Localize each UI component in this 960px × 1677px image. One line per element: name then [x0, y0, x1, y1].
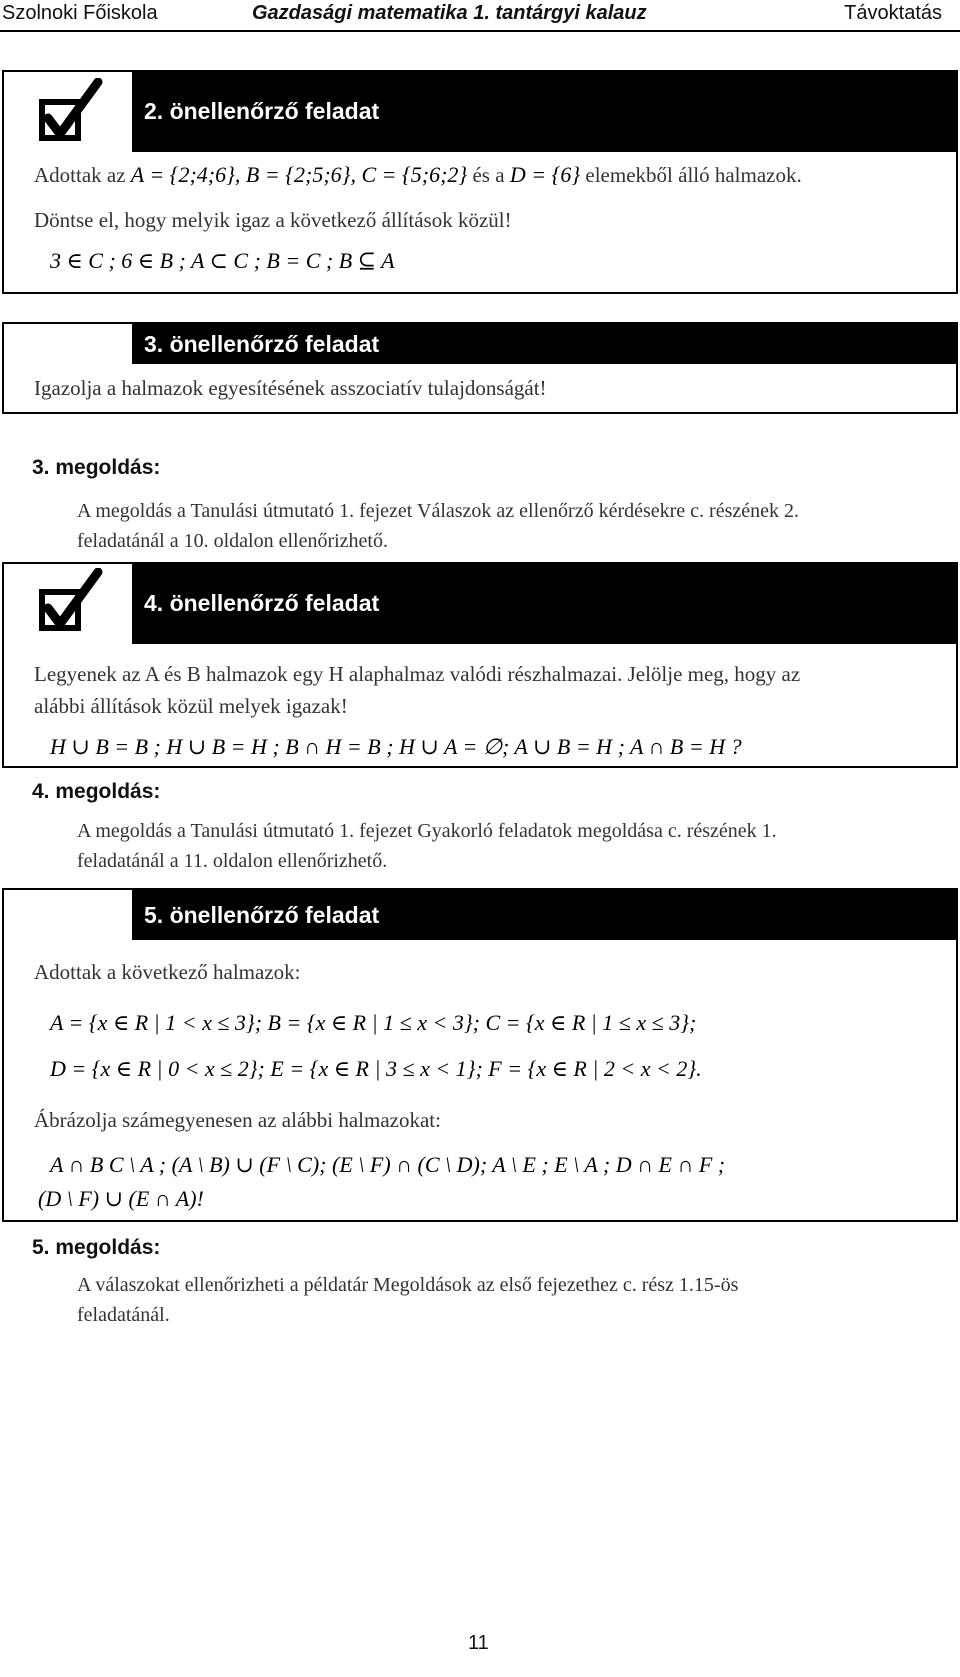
task5-sets-def: D = {x ∈ R | 0 < x ≤ 2}; E = {x ∈ R | 3 ≤ x < 1}; F = {x ∈ R | 2 < x < 2}. — [50, 1056, 702, 1081]
task2-title: 2. önellenőrző feladat — [144, 98, 380, 124]
task4-icon-cell — [4, 564, 132, 644]
task2-sets-abc: A = {2;4;6}, B = {2;5;6}, C = {5;6;2} — [130, 162, 468, 187]
task5-solution-line1: A válaszokat ellenőrizheti a példatár Megoldások az első fejezethez c. rész 1.15-ös — [77, 1274, 739, 1296]
task5-sets-abc: A = {x ∈ R | 1 < x ≤ 3}; B = {x ∈ R | 1 ≤ x < 3}; C = {x ∈ R | 1 ≤ x ≤ 3}; — [50, 1010, 697, 1035]
header-mode: Távoktatás — [844, 2, 942, 24]
checkmark-icon — [38, 78, 118, 148]
task2-line1-suffix: elemekből álló halmazok. — [585, 163, 802, 187]
task3-line1: Igazolja a halmazok egyesítésének asszociatív tulajdonságát! — [34, 376, 547, 400]
task2-line1-prefix: Adottak az — [34, 163, 126, 187]
task2-box — [2, 70, 958, 294]
task5-solution-label: 5. megoldás: — [32, 1236, 161, 1259]
task5-expressions-line2: (D \ F) ∪ (E ∩ A)! — [38, 1186, 204, 1211]
task3-icon-cell — [4, 324, 132, 364]
task5-expressions-line1: A ∩ B C \ A ; (A \ B) ∪ (F \ C); (E \ F) ∩ (C \ D); A \ E ; E \ A ; D ∩ E ∩ F ; — [50, 1152, 726, 1177]
task3-solution-label: 3. megoldás: — [32, 456, 161, 479]
task3-title: 3. önellenőrző feladat — [144, 331, 380, 357]
task3-solution-line1: A megoldás a Tanulási útmutató 1. fejezet Válaszok az ellenőrző kérdésekre c. részének 2. — [77, 500, 800, 522]
task2-set-d: D = {6} — [509, 162, 581, 187]
task2-statements: 3 ∈ C ; 6 ∈ B ; A ⊂ C ; B = C ; B ⊆ A — [50, 248, 395, 273]
task3-solution-text — [77, 496, 917, 556]
task4-solution-label: 4. megoldás: — [32, 780, 161, 803]
task5-line1: Adottak a következő halmazok: — [34, 960, 301, 984]
task5-box — [2, 888, 958, 1222]
header-course-title: Gazdasági matematika 1. tantárgyi kalauz — [252, 2, 647, 24]
task4-title: 4. önellenőrző feladat — [144, 590, 380, 616]
task5-solution-text — [77, 1270, 917, 1330]
task4-solution-line1: A megoldás a Tanulási útmutató 1. fejezet Gyakorló feladatok megoldása c. részének 1. — [77, 820, 777, 842]
task2-line1 — [34, 162, 802, 188]
task4-title-bar — [4, 564, 956, 644]
task4-line1: Legyenek az A és B halmazok egy H alaphalmaz valódi részhalmazai. Jelölje meg, hogy az — [34, 662, 801, 686]
task4-solution-text — [77, 816, 917, 876]
task2-line2: Döntse el, hogy melyik igaz a következő állítások közül! — [34, 208, 512, 232]
task5-title-bar — [4, 890, 956, 940]
task5-icon-cell — [4, 890, 132, 940]
task2-icon-cell — [4, 72, 132, 152]
task4-solution-line2: feladatánál a 11. oldalon ellenőrizhető. — [77, 850, 388, 872]
task3-box — [2, 322, 958, 414]
task2-title-bar — [4, 72, 956, 152]
page-header — [0, 0, 960, 32]
task2-line1-and: és a — [472, 163, 505, 187]
task5-line4: Ábrázolja számegyenesen az alábbi halmazokat: — [34, 1108, 441, 1132]
page-number: 11 — [468, 1632, 489, 1654]
task4-line2: alábbi állítások közül melyek igazak! — [34, 694, 348, 718]
checkmark-icon — [38, 568, 118, 638]
task4-statements: H ∪ B = B ; H ∪ B = H ; B ∩ H = B ; H ∪ A = ∅; A ∪ B = H ; A ∩ B = H ? — [50, 734, 742, 759]
task5-title: 5. önellenőrző feladat — [144, 902, 380, 928]
task3-title-bar — [4, 324, 956, 364]
task4-box — [2, 562, 958, 768]
task5-solution-line2: feladatánál. — [77, 1304, 170, 1326]
header-institution: Szolnoki Főiskola — [2, 2, 158, 24]
task3-solution-line2: feladatánál a 10. oldalon ellenőrizhető. — [77, 530, 388, 552]
